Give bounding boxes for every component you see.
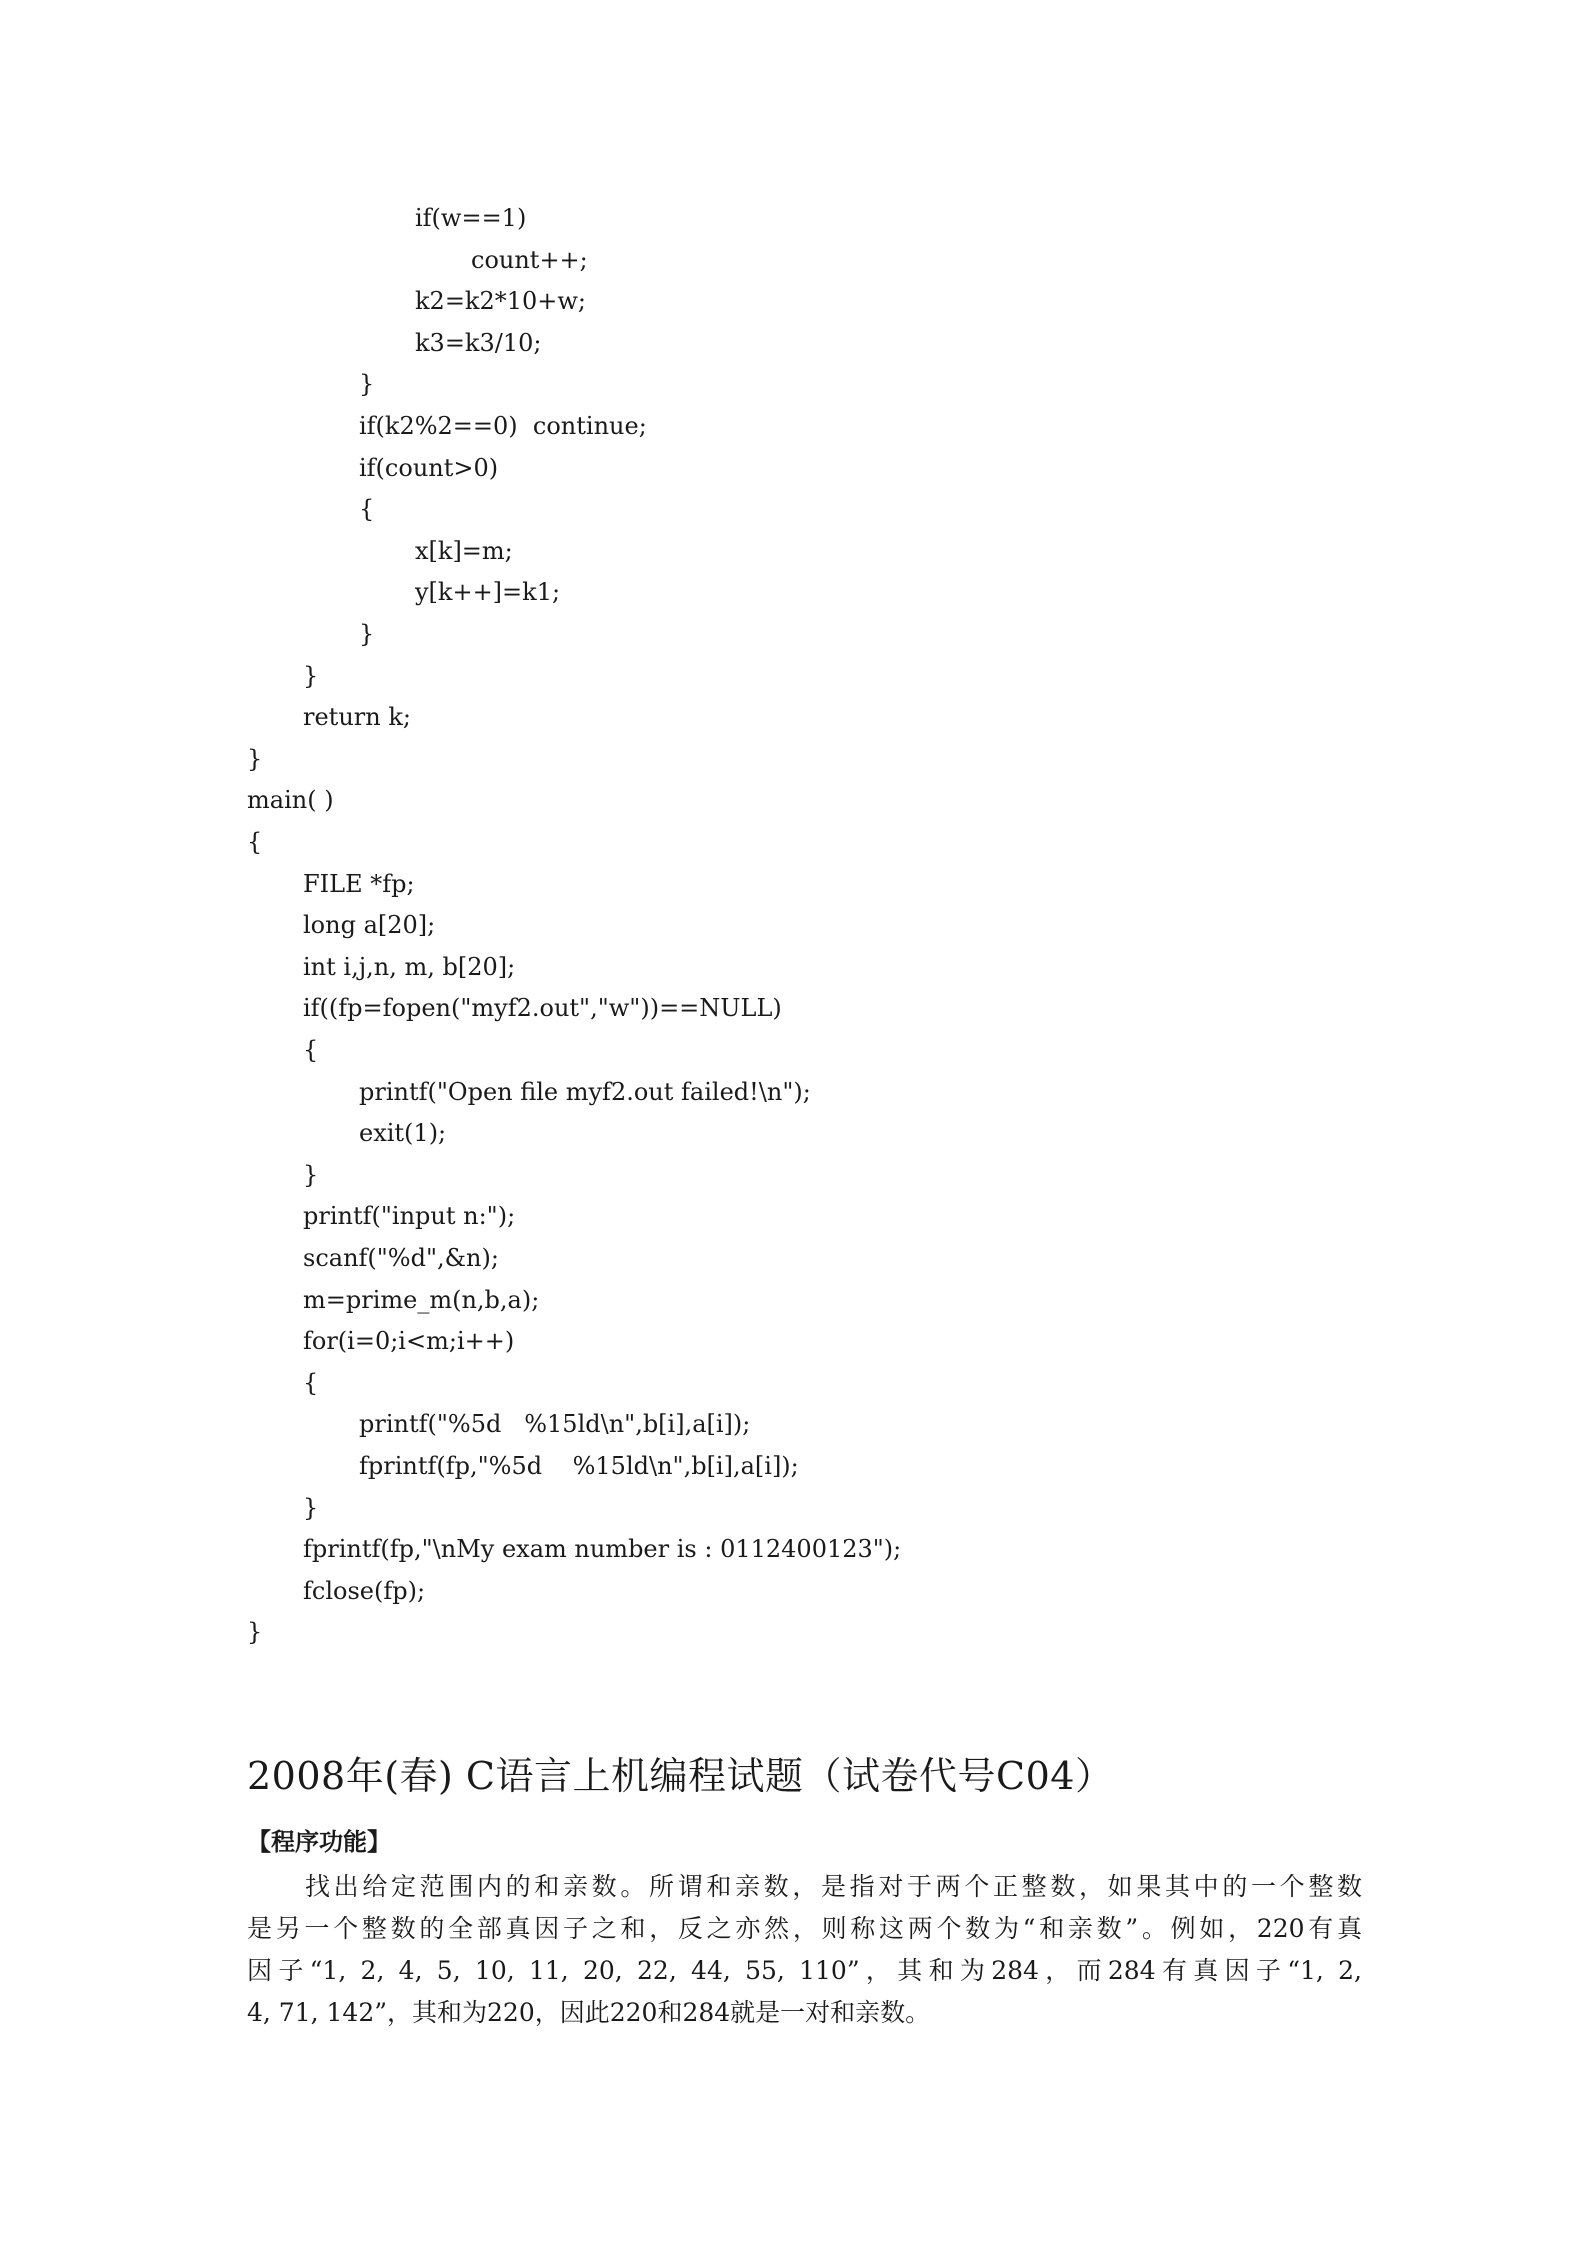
- code-line: if(count>0): [359, 453, 499, 482]
- code-line: if((fp=fopen("myf2.out","w"))==NULL): [303, 994, 782, 1023]
- code-line: }: [247, 1618, 263, 1647]
- code-line: FILE *fp;: [303, 869, 415, 898]
- code-line: k3=k3/10;: [415, 328, 542, 357]
- code-line: {: [303, 1036, 319, 1064]
- code-line: }: [303, 661, 319, 690]
- section-heading-program-function: 【程序功能】: [247, 1827, 391, 1856]
- code-line: k2=k2*10+w;: [415, 287, 587, 316]
- code-line: for(i=0;i<m;i++): [303, 1327, 515, 1356]
- code-line: {: [359, 495, 375, 524]
- code-line: {: [303, 1368, 319, 1397]
- code-line: y[k++]=k1;: [415, 578, 561, 607]
- code-line: printf("Open file myf2.out failed!\n");: [359, 1077, 811, 1106]
- code-line: fclose(fp);: [303, 1576, 426, 1605]
- code-line: if(k2%2==0) continue;: [359, 412, 647, 440]
- code-line: if(w==1): [415, 204, 527, 232]
- code-line: }: [359, 620, 375, 648]
- code-line: }: [303, 1493, 319, 1522]
- code-line: scanf("%d",&n);: [303, 1244, 499, 1272]
- description-line: 4, 71, 142”，其和为220，因此220和284就是一对和亲数。: [247, 1998, 931, 2027]
- code-line: exit(1);: [359, 1119, 447, 1148]
- description-line: 是另一个整数的全部真因子之和，反之亦然，则称这两个数为“和亲数”。例如，220有真: [247, 1914, 1362, 1943]
- description-line: 找出给定范围内的和亲数。所谓和亲数，是指对于两个正整数，如果其中的一个整数: [305, 1872, 1362, 1901]
- code-line: fprintf(fp,"%5d %15ld\n",b[i],a[i]);: [359, 1452, 799, 1480]
- code-line: long a[20];: [303, 911, 436, 940]
- code-line: main( ): [247, 786, 334, 815]
- code-line: printf("input n:");: [303, 1202, 516, 1231]
- code-line: }: [303, 1160, 319, 1189]
- code-line: m=prime_m(n,b,a);: [303, 1285, 540, 1314]
- code-line: }: [247, 744, 263, 773]
- program-description: [247, 1866, 1362, 2034]
- code-line: {: [247, 828, 263, 856]
- code-line: int i,j,n, m, b[20];: [303, 952, 516, 981]
- code-line: }: [359, 370, 375, 399]
- code-line: fprintf(fp,"\nMy exam number is : 0112400123");: [303, 1535, 902, 1564]
- description-line: 因子“1, 2, 4, 5, 10, 11, 20, 22, 44, 55, 110”，其和为284，而284有真因子“1, 2,: [247, 1956, 1362, 1985]
- code-line: count++;: [471, 245, 588, 274]
- code-line: return k;: [303, 703, 411, 732]
- code-line: x[k]=m;: [415, 536, 513, 565]
- exam-title: 2008年(春) C语言上机编程试题（试卷代号C04）: [247, 1754, 1114, 1798]
- code-line: printf("%5d %15ld\n",b[i],a[i]);: [359, 1410, 751, 1439]
